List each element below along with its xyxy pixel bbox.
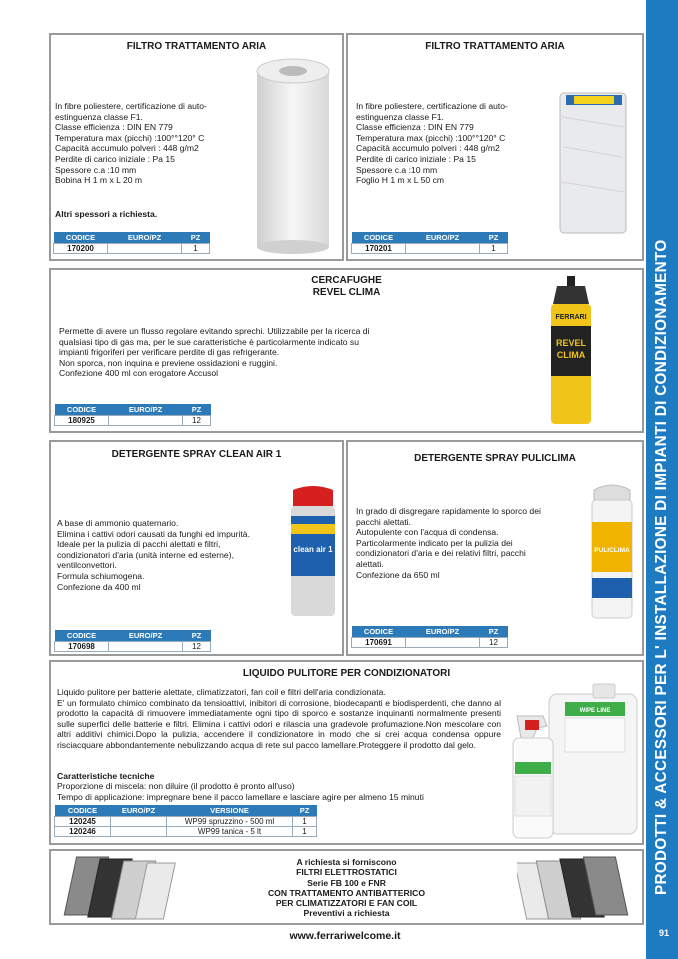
product-description: Liquido pulitore per batterie alettate, climatizzatori, fan coil e filtri dell'aria condizionata. E' un formulato chimico combinato da tensioattivi, inibitori di corrosione, biodecapanti e biodisperdenti, che danno al prodotto la capacità di rimuovere immediatamente ogni tipo di sporco e sostanze inquinanti normalmente presenti sulle superfici delle batterie e filtri. Elimina i cattivi odori e rilascia una gradevole profumazione.Non mescolare con altri additivi chimici.Dopo la pulizia, accendere il condizionatore in modo che si crei acqua condensa oppure risciacquare abbondantemente nebulizzando acqua di rete sul pacco lamellare.Proteggere il prodotto dal gelo. [57,687,501,750]
product-description: In grado di disgregare rapidamente lo sporco dei pacchi alettati. Autopulente con l'acqua di condensa. Particolarmente indicato per la pulizia dei condizionatori d'aria e dei relativi filtri, pacchi alettati. Confezione da 650 ml [356,506,541,580]
product-table: CODICE EURO/PZ PZ 170691 12 [351,626,508,648]
product-card-filtro-foglio [346,33,644,261]
product-title: FILTRO TRATTAMENTO ARIA [126,41,267,52]
puliclima-can-image [586,482,638,622]
product-note: Altri spessori a richiesta. [55,209,158,219]
product-title: LIQUIDO PULITORE PER CONDIZIONATORI [242,668,451,679]
product-card-clean-air [49,440,344,656]
svg-text:PULICLIMA: PULICLIMA [594,547,630,554]
product-table: CODICE EURO/PZ PZ 170698 12 [54,630,211,652]
filter-sheet-image [552,87,632,237]
wipe-line-products-image [503,680,643,843]
product-table: CODICE EURO/PZ VERSIONE PZ 120245 WP99 spruzzino - 500 ml 1 120246 WP99 tanica - 5 lt 1 [54,805,317,837]
product-description: A base di ammonio quaternario. Elimina i cattivi odori causati da funghi ed impurità. Ideale per la pulizia di pacchi alettati e filtri, condizionatori d'aria (unità interne ed esterne), ventilconvettori. Formula schiumogena. Confezione da 400 ml [57,518,250,592]
product-table: CODICE EURO/PZ PZ 180925 12 [54,404,211,426]
product-description: In fibre poliestere, certificazione di auto- estinguenza classe F1. Classe efficienza : DIN EN 779 Temperatura max (picchi) :100°°120° C Capacità accumulo polveri : 448 g/m2 Perdite di carico iniziale : Pa 15 Spessore c.a :10 mm Bobina H 1 m x L 20 m [55,101,207,186]
svg-text:REVEL: REVEL [555,338,587,348]
table-row: 170200 1 [54,244,210,254]
product-card-cercafughe [49,268,644,433]
product-card-puliclima [346,440,644,656]
table-row: 170691 12 [352,638,508,648]
product-card-filtro-bobina [49,33,344,261]
electrostatic-filters-image-right [517,855,637,923]
table-row: 120245 WP99 spruzzino - 500 ml 1 [55,817,317,827]
product-description: Permette di avere un flusso regolare evitando sprechi. Utilizzabile per la ricerca di qualsiasi tipo di gas ma, per le sue caratteristiche è particolarmente indicato su impianti frigoriferi per verificare perdite di gas refrigerante. Non sporca, non inquina e previene ossidazioni e ruggini. Confezione 400 ml con erogatore Accusol [59,326,370,379]
svg-text:CLIMA: CLIMA [556,350,586,360]
website-link[interactable]: www.ferrariwelcome.it [289,930,401,942]
table-row: 170698 12 [55,642,211,652]
product-title: DETERGENTE SPRAY CLEAN AIR 1 [111,449,282,460]
table-row: 170201 1 [352,244,508,254]
product-table: CODICE EURO/PZ PZ 170200 1 [53,232,210,254]
revel-clima-can-image [539,274,609,429]
svg-text:FERRARI: FERRARI [555,314,587,321]
product-table: CODICE EURO/PZ PZ 170201 1 [351,232,508,254]
page-number: 91 [658,928,669,938]
features-list: Proporzione di miscela: non diluire (il prodotto è pronto all'uso) Tempo di applicazione: impregnare bene il pacco lamellare e lasciare agire per almeno 15 minuti [57,781,424,802]
features-title: Caratteristiche tecniche [57,771,155,781]
product-card-liquido-pulitore [49,660,644,845]
product-description: In fibre poliestere, certificazione di auto- estinguenza classe F1. Classe efficienza : DIN EN 779 Temperatura max (picchi) :100°°120° C Capacità accumulo polveri : 448 g/m2 Perdite di carico iniziale : Pa 15 Spessore c.a :10 mm Foglio H 1 m x L 50 cm [356,101,508,186]
filter-roll-image [249,55,337,255]
product-card-filtri-elettrostatici [49,849,644,925]
table-row: 120246 WP99 tanica - 5 lt 1 [55,827,317,837]
product-title: CERCAFUGHE REVEL CLIMA [311,275,382,298]
product-description: A richiesta si forniscono FILTRI ELETTROSTATICI Serie FB 100 e FNR CON TRATTAMENTO ANTIBATTERICO PER CLIMATIZZATORI E FAN COIL Preventivi a richiesta [267,857,426,919]
product-title: FILTRO TRATTAMENTO ARIA [425,41,565,52]
svg-text:clean air 1: clean air 1 [293,545,333,554]
product-title: DETERGENTE SPRAY PULICLIMA [414,453,576,464]
table-row: 180925 12 [55,416,211,426]
electrostatic-filters-image-left [57,855,177,923]
svg-text:WIPE LINE: WIPE LINE [579,708,611,714]
clean-air-can-image [283,484,343,620]
sidebar-title: PRODOTTI & ACCESSORI PER L' INSTALLAZIONE DI IMPIANTI DI CONDIZIONAMENTO [653,239,670,895]
